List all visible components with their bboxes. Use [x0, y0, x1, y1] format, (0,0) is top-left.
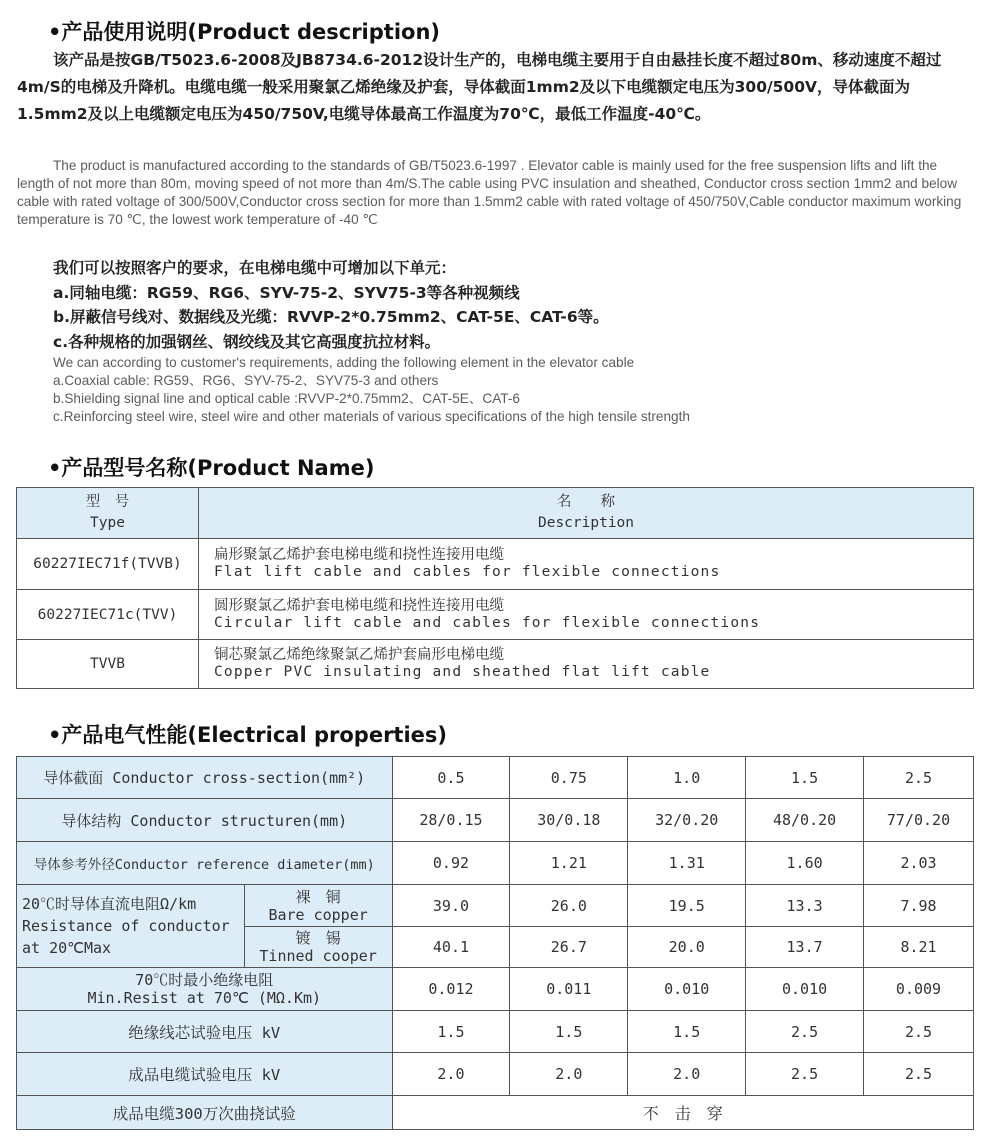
- table-cell: 0.009: [864, 968, 974, 1011]
- table-cell: 1.5: [510, 1011, 628, 1053]
- table-row: [17, 590, 974, 640]
- table-row: [17, 968, 974, 1011]
- resistance-label-en1: Resistance of conductor: [22, 917, 230, 935]
- electrical-properties-table: [16, 756, 974, 1130]
- type-cell: 60227IEC71f(TVVB): [17, 539, 199, 590]
- description-en: Circular lift cable and cables for flexible connections: [214, 614, 761, 631]
- table-cell: 0.5: [392, 757, 510, 799]
- table-cell: 77/0.20: [864, 799, 974, 842]
- type-cell: TVVB: [17, 640, 199, 689]
- table-row: [17, 1053, 974, 1096]
- type-header-en: Type: [90, 515, 125, 531]
- product-name-title: •产品型号名称(Product Name): [48, 456, 375, 480]
- table-cell: 39.0: [392, 885, 510, 927]
- requirements-block: [53, 256, 983, 426]
- type-header: [17, 488, 199, 539]
- table-row: [17, 640, 974, 689]
- table-cell: 1.0: [628, 757, 746, 799]
- table-cell: 1.60: [746, 842, 864, 885]
- table-cell: 2.0: [392, 1053, 510, 1096]
- cable-voltage-label: 成品电缆试验电压 kV: [17, 1053, 393, 1096]
- product-description-cn: 该产品是按GB/T5023.6-2008及JB8734.6-2012设计生产的，电梯电缆主要用于自由悬挂长度不超过80m、移动速度不超过4m/S的电梯及升降机。电缆电缆一般采用聚氯乙烯绝缘及护套，导体截面1mm2及以下电缆额定电压为300/500V，导体截面为1.5mm2及以上电缆额定电压为450/750V,电缆导体最高工作温度为70℃，最低工作温度-40℃。: [17, 51, 942, 123]
- table-row: [17, 799, 974, 842]
- structure-label: 导体结构 Conductor structuren(mm): [17, 799, 393, 842]
- requirements-item-a-en: a.Coaxial cable: RG59、RG6、SYV-75-2、SYV75-3 and others: [53, 373, 439, 388]
- description-cell: [199, 590, 974, 640]
- electrical-properties-title: •产品电气性能(Electrical properties): [48, 723, 447, 747]
- description-en: Copper PVC insulating and sheathed flat lift cable: [214, 664, 711, 680]
- product-name-table: [16, 487, 974, 689]
- table-cell: 0.75: [510, 757, 628, 799]
- table-row: [17, 757, 974, 799]
- table-cell: 0.010: [628, 968, 746, 1011]
- table-row: [17, 539, 974, 590]
- table-cell: 1.21: [510, 842, 628, 885]
- requirements-intro-cn: 我们可以按照客户的要求，在电梯电缆中可增加以下单元：: [53, 259, 457, 277]
- description-cn: 铜芯聚氯乙烯绝缘聚氯乙烯护套扁形电梯电缆: [214, 647, 504, 663]
- table-cell: 1.31: [628, 842, 746, 885]
- table-cell: 26.7: [510, 927, 628, 968]
- table-cell: 2.5: [864, 757, 974, 799]
- insulation-label-cn: 70℃时最小绝缘电阻: [135, 971, 274, 989]
- table-cell: 13.3: [746, 885, 864, 927]
- table-cell: 19.5: [628, 885, 746, 927]
- product-description-title: •产品使用说明(Product description): [48, 20, 440, 44]
- insulation-label: [17, 968, 393, 1011]
- description-cn: 扁形聚氯乙烯护套电梯电缆和挠性连接用电缆: [214, 547, 504, 563]
- description-en: Flat lift cable and cables for flexible connections: [214, 564, 721, 580]
- table-row: [17, 885, 974, 927]
- table-cell: 20.0: [628, 927, 746, 968]
- table-cell: 8.21: [864, 927, 974, 968]
- table-cell: 1.5: [392, 1011, 510, 1053]
- description-cn: 圆形聚氯乙烯护套电梯电缆和挠性连接用电缆: [214, 597, 504, 614]
- table-row: [17, 1011, 974, 1053]
- description-header: [199, 488, 974, 539]
- requirements-item-c-en: c.Reinforcing steel wire, steel wire and other materials of various specifications of the high tensile strength: [53, 409, 690, 424]
- requirements-item-b-en: b.Shielding signal line and optical cable :RVVP-2*0.75mm2、CAT-5E、CAT-6: [53, 391, 520, 406]
- table-cell: 0.011: [510, 968, 628, 1011]
- flex-test-value: 不 击 穿: [392, 1096, 973, 1130]
- cross-section-label: 导体截面 Conductor cross-section(mm²): [17, 757, 393, 799]
- product-description-en: The product is manufactured according to the standards of GB/T5023.6-1997 . Elevator cable is mainly used for the free suspension lifts and lift the length of not more than 80m, moving speed of not more than 4m/S.The cable using PVC insulation and sheathed, Conductor cross section 1mm2 and below cable with rated voltage of 300/500V,Conductor cross section for more than 1.5mm2 cable with rated voltage of 450/750V,Cable conductor maximum working temperature is 70 ℃, the lowest work temperature of -40 ℃: [17, 158, 962, 227]
- bare-copper-en: Bare copper: [268, 905, 368, 924]
- type-header-cn: 型 号: [85, 494, 130, 510]
- table-cell: 2.5: [746, 1011, 864, 1053]
- tinned-copper-label: [244, 927, 392, 968]
- table-cell: 2.03: [864, 842, 974, 885]
- table-cell: 30/0.18: [510, 799, 628, 842]
- table-cell: 7.98: [864, 885, 974, 927]
- insulation-label-en: Min.Resist at 70℃ (MΩ.Km): [87, 989, 322, 1007]
- requirements-intro-en: We can according to customer's requirements, adding the following element in the elevator cable: [53, 355, 635, 370]
- table-cell: 0.012: [392, 968, 510, 1011]
- table-cell: 1.5: [628, 1011, 746, 1053]
- description-cell: [199, 539, 974, 590]
- description-header-cn: 名 称: [557, 494, 615, 510]
- table-cell: 0.010: [746, 968, 864, 1011]
- table-cell: 2.0: [510, 1053, 628, 1096]
- table-cell: 32/0.20: [628, 799, 746, 842]
- flex-test-label: 成品电缆300万次曲挠试验: [17, 1096, 393, 1130]
- table-cell: 40.1: [392, 927, 510, 968]
- bare-copper-cn: 裸 铜: [295, 887, 341, 906]
- table-cell: 26.0: [510, 885, 628, 927]
- table-cell: 13.7: [746, 927, 864, 968]
- requirements-item-a-cn: a.同轴电缆：RG59、RG6、SYV-75-2、SYV75-3等各种视频线: [53, 283, 520, 302]
- diameter-label: 导体参考外径Conductor reference diameter(mm): [17, 842, 393, 885]
- table-row: [17, 842, 974, 885]
- requirements-item-c-cn: c.各种规格的加强钢丝、钢绞线及其它高强度抗拉材料。: [53, 332, 441, 351]
- tinned-copper-cn: 镀 锡: [295, 929, 341, 947]
- table-header-row: [17, 488, 974, 539]
- resistance-label-en2: at 20℃Max: [22, 939, 112, 957]
- table-cell: 2.5: [864, 1053, 974, 1096]
- resistance-label-cn: 20℃时导体直流电阻Ω/km: [22, 895, 197, 913]
- bare-copper-label: [244, 885, 392, 927]
- description-cell: [199, 640, 974, 689]
- table-cell: 48/0.20: [746, 799, 864, 842]
- requirements-item-b-cn: b.屏蔽信号线对、数据线及光缆：RVVP-2*0.75mm2、CAT-5E、CAT-6等。: [53, 308, 609, 326]
- type-cell: 60227IEC71c(TVV): [17, 590, 199, 640]
- table-cell: 2.0: [628, 1053, 746, 1096]
- table-row: [17, 1096, 974, 1130]
- table-cell: 1.5: [746, 757, 864, 799]
- table-cell: 2.5: [746, 1053, 864, 1096]
- table-cell: 0.92: [392, 842, 510, 885]
- tinned-copper-en: Tinned cooper: [259, 947, 377, 965]
- resistance-label: [17, 885, 245, 968]
- description-header-en: Description: [537, 515, 635, 531]
- core-voltage-label: 绝缘线芯试验电压 kV: [17, 1011, 393, 1053]
- table-cell: 2.5: [864, 1011, 974, 1053]
- table-cell: 28/0.15: [392, 799, 510, 842]
